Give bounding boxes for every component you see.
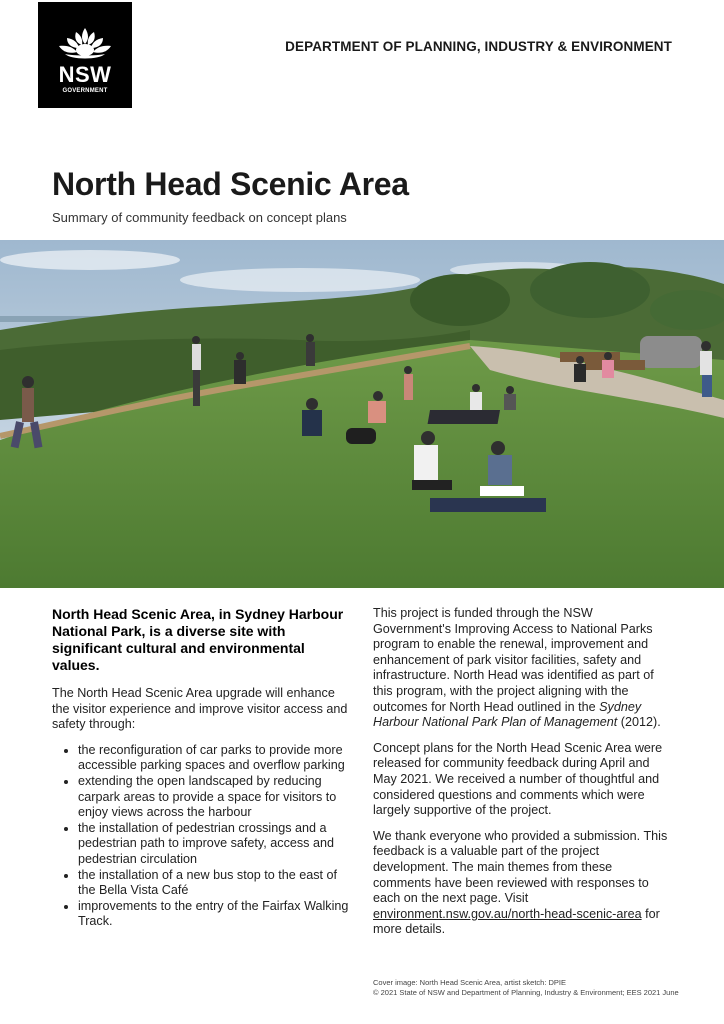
project-website-link[interactable]: environment.nsw.gov.au/north-head-scenic-area [373, 906, 642, 921]
consultation-paragraph: Concept plans for the North Head Scenic Area were released for community feedback during April and May 2021. We received a number of thoughtful and considered questions and comments which were largely supportive of the project. [373, 740, 663, 818]
thanks-text-end: for more details. [373, 906, 660, 937]
list-item: • improvements to the entry of the Fairfax Walking Track. [78, 899, 354, 930]
funding-text: This project is funded through the NSW Government's Improving Access to National Parks program to enable the renewal, improvement and enhancement of park visitor facilities, safety and infrastructure. North Head was identified as part of this program, with the project aligning with the outcomes for North Head outlined in the [373, 606, 654, 714]
page-title: North Head Scenic Area [52, 166, 409, 202]
lead-paragraph: North Head Scenic Area, in Sydney Harbour National Park, is a diverse site with significant cultural and environmental values. [52, 606, 344, 673]
list-item: • the installation of pedestrian crossings and a pedestrian path to improve safety, access and pedestrian circulation [78, 821, 354, 868]
logo-wordmark: NSW [58, 62, 112, 87]
image-credit [373, 978, 713, 998]
waratah-icon [55, 28, 115, 64]
copyright-notice: © 2021 State of NSW and Department of Planning, Industry & Environment; EES 2021 June [373, 988, 679, 997]
cover-image-credit: Cover image: North Head Scenic Area, artist sketch: DPIE [373, 978, 566, 987]
plan-of-management-title: Sydney Harbour National Park Plan of Management [373, 699, 642, 730]
upgrade-list [52, 743, 354, 930]
thanks-text: We thank everyone who provided a submission. This feedback is a valuable part of the project development. The main themes from these comments have been reviewed with responses to each on the next page. Visit [373, 828, 668, 906]
page-subtitle: Summary of community feedback on concept plans [52, 210, 347, 225]
thanks-paragraph [373, 829, 673, 938]
department-name: DEPARTMENT OF PLANNING, INDUSTRY & ENVIRONMENT [285, 39, 672, 54]
left-column [52, 606, 354, 930]
nsw-government-logo [38, 2, 132, 108]
list-item: • extending the open landscaped by reducing carpark areas to provide a space for visitors to enjoy views across the harbour [78, 774, 354, 821]
right-column [373, 606, 673, 948]
list-item: • the installation of a new bus stop to the east of the Bella Vista Café [78, 868, 354, 899]
list-item: • the reconfiguration of car parks to provide more accessible parking spaces and overflow parking [78, 743, 354, 774]
intro-paragraph: The North Head Scenic Area upgrade will enhance the visitor experience and improve visitor access and safety through: [52, 686, 348, 732]
cover-image [0, 240, 724, 588]
logo-subtext: GOVERNMENT [62, 88, 108, 94]
funding-text-end: (2012). [617, 715, 661, 730]
funding-paragraph [373, 606, 673, 731]
cover-illustration [0, 240, 724, 588]
